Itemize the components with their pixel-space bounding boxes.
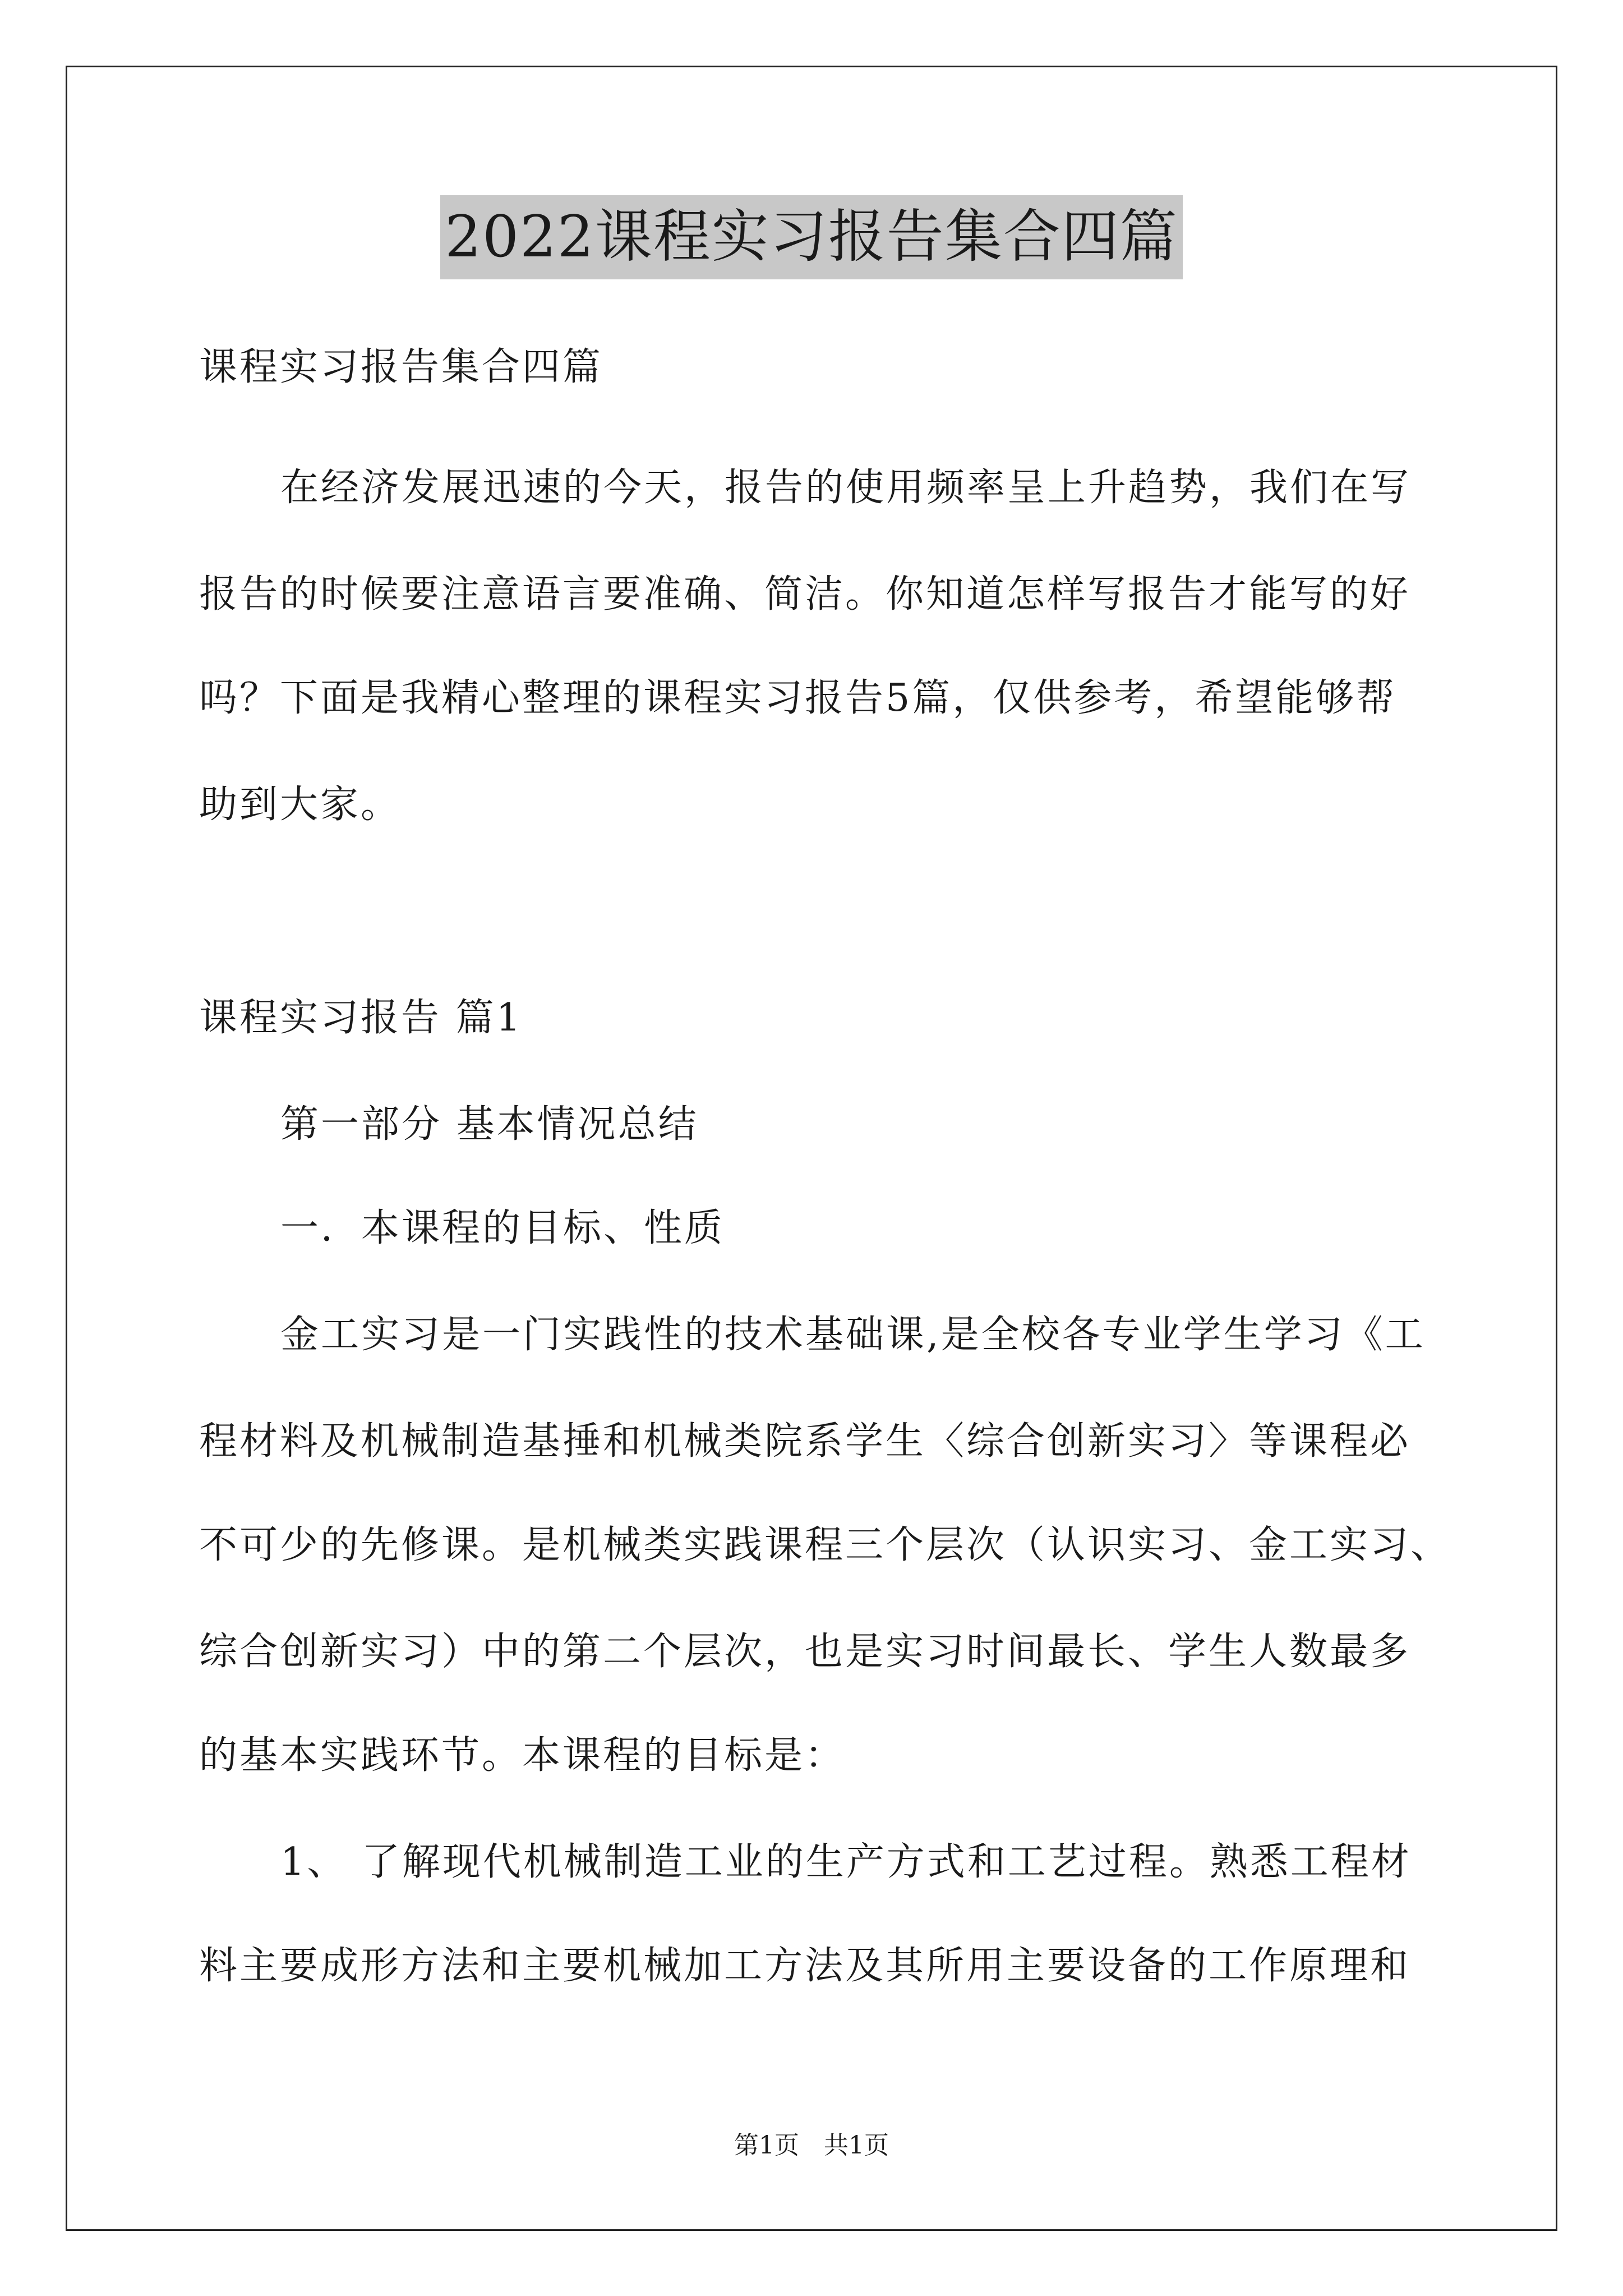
paragraph-line: 的基本实践环节。本课程的目标是： (199, 1733, 846, 1778)
paragraph-line: 助到大家。 (199, 783, 402, 827)
subtitle-line: 课程实习报告集合四篇 (199, 345, 603, 389)
document-title (0, 195, 1623, 279)
part-heading: 第一部分 基本情况总结 (280, 1102, 699, 1147)
paragraph-line: 程材料及机械制造基捶和机械类院系学生〈综合创新实习〉等课程必 (199, 1419, 1411, 1464)
list-item-line: 1、 了解现代机械制造工业的生产方式和工艺过程。熟悉工程材 (280, 1840, 1412, 1884)
paragraph-line: 不可少的先修课。是机械类实践课程三个层次（认识实习、金工实习、 (199, 1523, 1451, 1567)
paragraph-line: 在经济发展迅速的今天，报告的使用频率呈上升趋势，我们在写 (280, 466, 1412, 510)
page-footer: 第1页 共1页 (734, 2131, 889, 2160)
document-title-text: 2022课程实习报告集合四篇 (440, 195, 1183, 279)
paragraph-line: 金工实习是一门实践性的技术基础课,是全校各专业学生学习《工 (280, 1313, 1426, 1357)
paragraph-line: 报告的时候要注意语言要准确、简洁。你知道怎样写报告才能写的好 (199, 572, 1411, 616)
subsection-heading: 一．本课程的目标、性质 (280, 1206, 725, 1250)
paragraph-line: 吗？下面是我精心整理的课程实习报告5篇，仅供参考，希望能够帮 (199, 676, 1397, 720)
paragraph-line: 料主要成形方法和主要机械加工方法及其所用主要设备的工作原理和 (199, 1944, 1411, 1988)
section-heading: 课程实习报告 篇1 (199, 996, 523, 1040)
paragraph-line: 综合创新实习）中的第二个层次，也是实习时间最长、学生人数最多 (199, 1630, 1411, 1674)
